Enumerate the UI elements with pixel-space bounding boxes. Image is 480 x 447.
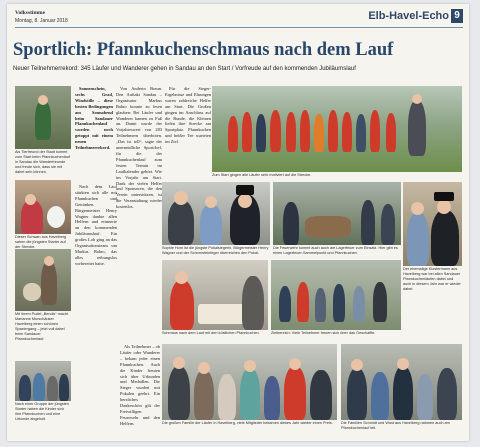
article-headline: Sportlich: Pfannkuchenschmaus nach dem Lauf	[13, 40, 394, 60]
caption-4: Nach einer Gruppe der jüngsten Starter haben die Kinder sich ihre Pfannkuchen und eine Urkunde abgeholt.	[15, 402, 70, 421]
photo-man-with-hat	[403, 182, 462, 266]
article-col-5	[120, 344, 160, 434]
photo-pancake-serving	[162, 260, 268, 330]
caption-10: Die großen Familie der Läufer in Havelberg, viele Mitglieder bekamen dieses Jahr wieder einen Preis.	[162, 421, 333, 425]
issue-date: Montag, 8. Januar 2018	[15, 18, 68, 24]
col5-text: Als Teilnehmer – ob Läufer oder Wanderer – bekam jeder einen Pfannkuchen. Auch die Kinder freuten sich über Urkunden und Medaillen. Die Sieger wurden mit Pokalen geehrt. Ein herzliches Dankeschön gilt der Freiwilligen Feuerwehr und den Helfern.	[120, 344, 160, 426]
article-kicker: Neuer Teilnehmerrekord: 345 Läufer und Wanderer gehen in Sandau an den Start / Vorfreude auf den kommenden Jubiläumslauf	[13, 66, 356, 72]
col2-text: Von Anderin Braun. Den Auftakt Sandau – Organisator Markus Bahro konnte zu lesen glauben: Bei Läufer und Wanderer kamen zu Fuß an. Damit wurde der Vorjahreswert von 283 Teilnehmern überboten. „Das ist toll“, sagte der unermüdliche Sportchef, für die der Pfannkuchenlauf zum festen Termin im Laufkalender gehört. Wie im Vorjahr am Start. Dank der vielen Helfer und Sponsoren, die den Verein unterstützen, ist die Veranstaltung wieder kostenlos.	[116, 86, 162, 210]
photo-firefighters	[273, 182, 401, 245]
photo-trophy-ceremony	[162, 182, 270, 245]
caption-12: Der ehemalige Klostermann aus Havelberg war bei allen Sandauer Pfannkuchenläufen dabei und auch in diesem Jahr war er wieder dabei.	[403, 267, 461, 291]
col1-text: Sonnenschein, sechs Grad, Windstille – diese besten Bedingungen am Sonnabend beim Sandauer Pfannkuchenlauf wurden noch getoppt mit einem neuen Teilnehmerrekord.	[75, 86, 113, 151]
caption-1: Als Tierfreund der Stadt kommt zum Start beim Pfannkuchenlauf in Sandau die Wanderfreunde und freute sich, dass sie mit dabei sein können.	[15, 150, 70, 174]
page-number: 9	[451, 9, 463, 23]
photo-finish-area	[271, 260, 401, 330]
col3-text: Für die Sieger-Ergebnisse und Ehrungen waren zahlreiche Helfer am Start. Die Großen gingen im Anschluss auf die Runde, die Kleinen liefen ihre Strecke am Sportplatz. Pfannkuchen und heißer Tee warteten im Ziel.	[165, 86, 211, 145]
newspaper-page	[7, 4, 469, 441]
caption-5: Zum Start gingen alle Läufer sehr motiviert auf die Strecke.	[212, 173, 312, 177]
caption-11: Die Familien Schmidt und Wust aus Havelberg nahmen auch am Pfannkuchenlauf teil.	[341, 421, 450, 430]
caption-8: Schmaus nach dem Lauf mit den köstlichen Pfannkuchen.	[162, 331, 260, 335]
photo-race-start	[212, 86, 462, 172]
article-col-3	[165, 86, 211, 180]
caption-6: Sophie Horn ist die jüngste Pokalsiegerin. Bürgermeister Henry Wagner und der Schornsteinfeger überreichen den Pokal.	[162, 246, 269, 255]
paper-name: Elb-Havel-Echo	[368, 10, 449, 22]
col4-text: Nach dem Lauf stärkten sich alle mit Pfannkuchen und Getränken. Bürgermeister Henry Wagner dankte allen Helfern und erinnerte an den kommenden Jubiläumslauf. Ein großes Lob ging an das Organisationsteam um Markus Bahro, das alles reibungslos vorbereitet hatte.	[75, 184, 117, 266]
page-header	[15, 10, 463, 28]
photo-runner-woman	[15, 86, 71, 149]
photo-kids-group	[15, 361, 71, 401]
article-col-2	[116, 86, 162, 210]
caption-2: Dieser Schwan aus Havelberg sahen die jüngsten Starter auf der Strecke.	[15, 235, 67, 249]
photo-families-havelberg	[341, 344, 462, 420]
masthead-brand: Volksstimme	[15, 10, 46, 16]
caption-3: Mit ihrem Pudel „Bendix“ macht Marianne Morschäuser Havelberg einen schönen Spaziergang – jetzt voll dabei beim Sandauer Pfannkuchenlauf.	[15, 312, 68, 341]
photo-family-group	[162, 344, 337, 420]
photo-child-swan	[15, 180, 71, 234]
caption-7: Die Feuerwehr kommt auch auch am Lagerfeuer zum Einsatz. Hier gibt es einen Lagerfeuer-Sammelpunkt und Pfannkuchen.	[273, 246, 398, 255]
article-col-4	[75, 184, 117, 434]
caption-9: Zielbereich: Viele Teilnehmer freuen sich über das Geschaffte.	[271, 331, 376, 335]
photo-woman-dog	[15, 249, 71, 311]
